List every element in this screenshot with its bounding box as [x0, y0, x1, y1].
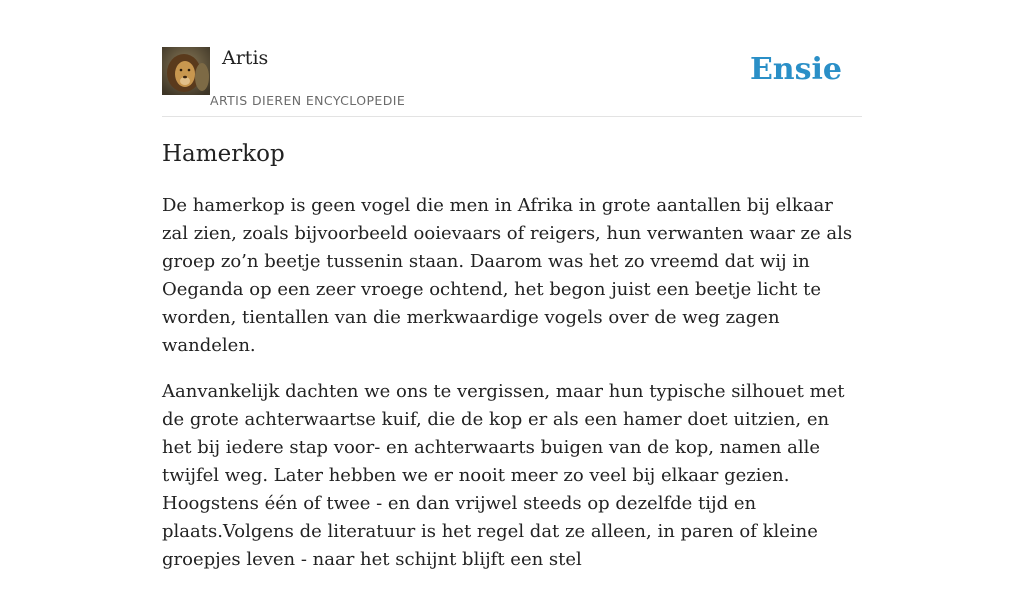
lion-icon [162, 47, 210, 95]
author-avatar[interactable] [162, 47, 210, 95]
article-title: Hamerkop [162, 141, 285, 167]
brand-logo[interactable]: Ensie [749, 52, 842, 87]
article-paragraph: De hamerkop is geen vogel die men in Afrika in grote aantallen bij elkaar zal zien, zoals bijvoorbeeld ooievaars of reigers, hun verwanten waar ze als groep zo’n beetje tussenin staan. Daarom was het zo vreemd dat wij in Oeganda op een zeer vroege ochtend, het begon juist een beetje licht te worden, tientallen van die merkwaardige vogels over de weg zagen wandelen. [162, 195, 853, 356]
author-name-link[interactable]: Artis [222, 47, 269, 69]
header [162, 46, 862, 117]
author-subtitle: ARTIS DIEREN ENCYCLOPEDIE [210, 93, 406, 108]
article-body [162, 192, 862, 592]
article-paragraph: Aanvankelijk dachten we ons te vergissen, maar hun typische silhouet met de grote achterwaartse kuif, die de kop er als een hamer doet uitzien, en het bij iedere stap voor- en achterwaarts buigen van de kop, namen alle twijfel weg. Later hebben we er nooit meer zo veel bij elkaar gezien. Hoogstens één of twee - en dan vrijwel steeds op dezelfde tijd en plaats.Volgens de literatuur is het regel dat ze alleen, in paren of kleine groepjes leven - naar het schijnt blijft een stel [162, 381, 845, 570]
